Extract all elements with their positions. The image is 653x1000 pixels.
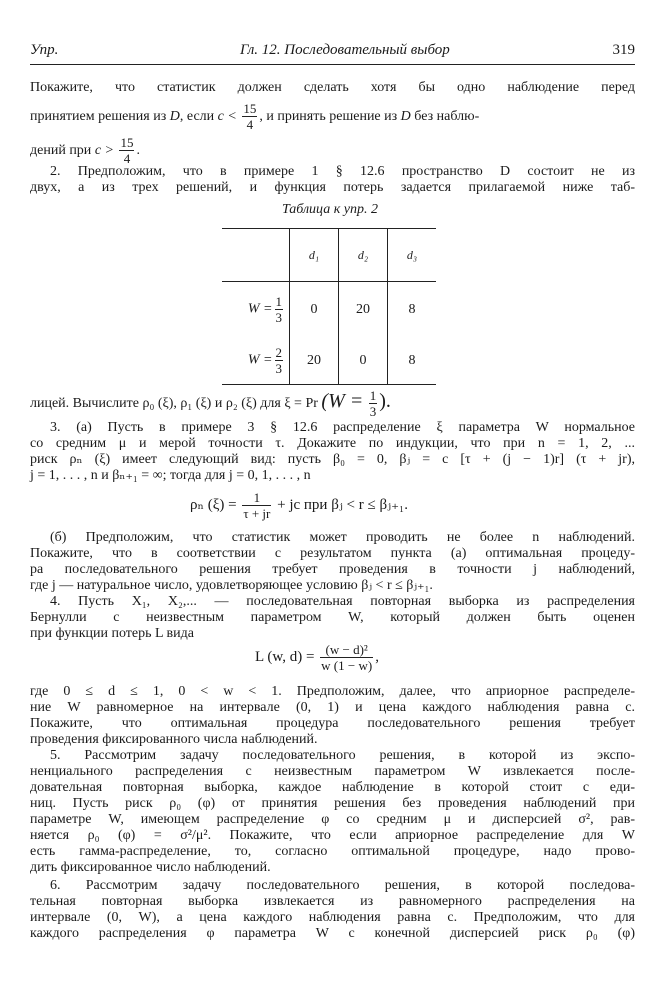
loss-table bbox=[222, 228, 436, 385]
p4-line-2: Бернулли с неизвестным параметром W, который должен быть оценен bbox=[30, 610, 635, 625]
p5-line-8: дить фиксированное число наблюдений. bbox=[30, 860, 271, 875]
fraction-numerator: 15 bbox=[120, 135, 134, 151]
fraction-denominator: 3 bbox=[275, 361, 282, 376]
p3b-line-1: (б) Предположим, что статистик может проводить не более n наблюдений. bbox=[50, 530, 635, 545]
col-header-d3: d₃ bbox=[388, 229, 437, 282]
table-cell: 8 bbox=[408, 301, 416, 317]
fraction-denominator: 4 bbox=[123, 151, 131, 167]
table-cell: 0 bbox=[339, 338, 388, 385]
p1-text: без наблю- bbox=[414, 109, 480, 124]
p5-line-5: параметре W, имеющем распределение φ со средним μ и дисперсией σ², рав- bbox=[30, 812, 635, 827]
p3-line-3: риск ρₙ (ξ) имеет следующий вид: пусть β₀ = 0, βⱼ = c [τ + (j − 1)r] (τ + jr), bbox=[30, 452, 635, 467]
p3b-line-4: где j — натуральное число, удовлетворяющее условию βⱼ < r ≤ βⱼ₊₁. bbox=[30, 578, 433, 593]
p2b-paren-expr: (W = bbox=[321, 390, 364, 412]
fraction-15-4 bbox=[242, 101, 257, 132]
table-caption: Таблица к упр. 2 bbox=[281, 202, 378, 217]
p5-line-6: няется ρ₀ (φ) = σ²/μ². Покажите, что если априорное распределение для W bbox=[30, 828, 635, 843]
p3-line-4: j = 1, . . . , n и βₙ₊₁ = ∞; тогда для j = 0, 1, . . . , n bbox=[30, 468, 311, 483]
p3-line-1: 3. (а) Пусть в примере 3 § 12.6 распределение ξ параметра W нормальное bbox=[50, 420, 635, 435]
p6-line-3: интервале (0, W), а цена каждого наблюдения равна c. Предположим, что для bbox=[30, 910, 635, 925]
table-row bbox=[222, 282, 436, 338]
col-header-d1: d₁ bbox=[290, 229, 339, 282]
p1-var-d: D bbox=[169, 109, 180, 124]
p4-line-3: при функции потерь L вида bbox=[30, 626, 194, 641]
row-header-label: W = bbox=[247, 301, 273, 317]
p2b-paren-close: ). bbox=[379, 390, 391, 412]
formula-lhs: ρₙ (ξ) = bbox=[190, 496, 237, 513]
fraction-numerator: (w − d)² bbox=[320, 642, 373, 658]
table-header-row bbox=[222, 229, 436, 282]
table-cell: 0 bbox=[290, 282, 339, 338]
p4-line-4: где 0 ≤ d ≤ 1, 0 < w < 1. Предположим, далее, что априорное распределе- bbox=[30, 684, 635, 699]
fraction-denominator: 3 bbox=[275, 310, 282, 326]
header-chapter-title: Гл. 12. Последовательный выбор bbox=[240, 42, 450, 58]
p5-line-2: ненциального распределения с неизвестным параметром W извлекается после- bbox=[30, 764, 635, 779]
p4-line-5: ние W равномерное на интервале (0, 1) и цена каждого наблюдения равна c. bbox=[30, 700, 635, 715]
p2b-line bbox=[30, 384, 635, 418]
table-cell: 20 bbox=[339, 282, 388, 338]
row-header-label: W = bbox=[247, 352, 273, 368]
p3-line-2: со средним μ и мерой точности τ. Докажите по индукции, что при n = 1, 2, ... bbox=[30, 436, 635, 451]
row-header-w-2-3 bbox=[222, 338, 290, 385]
fraction-denominator: τ + jr bbox=[243, 506, 271, 521]
p6-line-4: каждого распределения φ параметра W с конечной дисперсией риск ρ₀ (φ) bbox=[30, 926, 635, 941]
fraction-numerator: 15 bbox=[243, 101, 257, 117]
p5-line-4: ниц. Пусть риск ρ₀ (φ) от принятия решения без проведения наблюдений при bbox=[30, 796, 635, 811]
fraction-15-4 bbox=[119, 135, 134, 166]
p4-line-7: проведения фиксированного числа наблюдений. bbox=[30, 732, 318, 747]
p1-line-3 bbox=[30, 134, 635, 168]
fraction-numerator: 1 bbox=[369, 388, 377, 404]
fraction-numerator: 1 bbox=[275, 294, 282, 310]
row-fraction bbox=[275, 294, 284, 325]
row-fraction bbox=[275, 345, 284, 376]
fraction-denominator: 4 bbox=[246, 117, 254, 133]
p3b-line-3: ра последовательного решения требует проведения в точности j наблюдений, bbox=[30, 562, 635, 577]
table-cell: 20 bbox=[290, 338, 339, 385]
formula-risk bbox=[190, 490, 408, 521]
p6-line-1: 6. Рассмотрим задачу последовательного решения, в которой последова- bbox=[50, 878, 635, 893]
p1-var-d: D bbox=[400, 109, 411, 124]
p1-text: дений при bbox=[30, 143, 92, 158]
formula-loss bbox=[255, 642, 379, 673]
fraction-denominator: w (1 − w) bbox=[321, 658, 373, 673]
formula-lhs: L (w, d) = bbox=[255, 648, 315, 665]
row-header-w-1-3 bbox=[222, 282, 290, 338]
p5-line-7: есть гамма-распределение, то, согласно оптимальной процедуре, надо прово- bbox=[30, 844, 635, 859]
p4-line-6: Покажите, что оптимальная процедура последовательного решения требует bbox=[30, 716, 635, 731]
formula-rhs: + jc при βⱼ < r ≤ βⱼ₊₁. bbox=[277, 496, 408, 513]
p1-text: . bbox=[136, 143, 140, 158]
table-cell: 8 bbox=[388, 338, 437, 385]
p6-line-2: тельная повторная выборка извлекается из равномерного распределения на bbox=[30, 894, 635, 909]
p5-line-3: довательная повторная выборка, каждое наблюдение в которой стоит c еди- bbox=[30, 780, 635, 795]
p2-line-2: двух, а из трех решений, и функция потерь задается прилагаемой ниже таб- bbox=[30, 180, 635, 195]
page-number: 319 bbox=[612, 42, 635, 58]
p1-text: принятием решения из bbox=[30, 109, 167, 124]
p1-line-1: Покажите, что статистик должен сделать хотя бы одно наблюдение перед bbox=[30, 80, 635, 95]
table-row bbox=[222, 338, 436, 385]
formula-fraction bbox=[320, 642, 373, 673]
p1-inequality: c > bbox=[94, 143, 114, 158]
formula-fraction bbox=[242, 490, 271, 521]
p3b-line-2: Покажите, что в соответствии с результатом пункта (а) оптимальная процеду- bbox=[30, 546, 635, 561]
p1-text: , если bbox=[179, 109, 215, 124]
col-header-d2: d₂ bbox=[339, 229, 388, 282]
p4-line-1: 4. Пусть X₁, X₂,... — последовательная повторная выборка из распределения bbox=[50, 594, 635, 609]
p1-line-2 bbox=[30, 100, 635, 134]
fraction-numerator: 1 bbox=[242, 490, 271, 506]
running-header bbox=[30, 36, 635, 65]
p2-line-1: 2. Предположим, что в примере 1 § 12.6 пространство D состоит не из bbox=[50, 164, 635, 179]
p5-line-1: 5. Рассмотрим задачу последовательного решения, в которой из экспо- bbox=[50, 748, 635, 763]
header-section-label: Упр. bbox=[30, 42, 59, 58]
formula-rhs: , bbox=[375, 648, 379, 665]
fraction-denominator: 3 bbox=[369, 404, 377, 420]
table-corner-cell bbox=[222, 229, 290, 282]
p1-inequality: c < bbox=[217, 109, 237, 124]
fraction-1-3 bbox=[369, 388, 378, 419]
p2b-text: лицей. Вычислите ρ₀ (ξ), ρ₁ (ξ) и ρ₂ (ξ) для ξ = Pr bbox=[30, 396, 318, 411]
p1-text: , и принять решение из bbox=[259, 109, 398, 124]
fraction-numerator: 2 bbox=[275, 345, 282, 360]
